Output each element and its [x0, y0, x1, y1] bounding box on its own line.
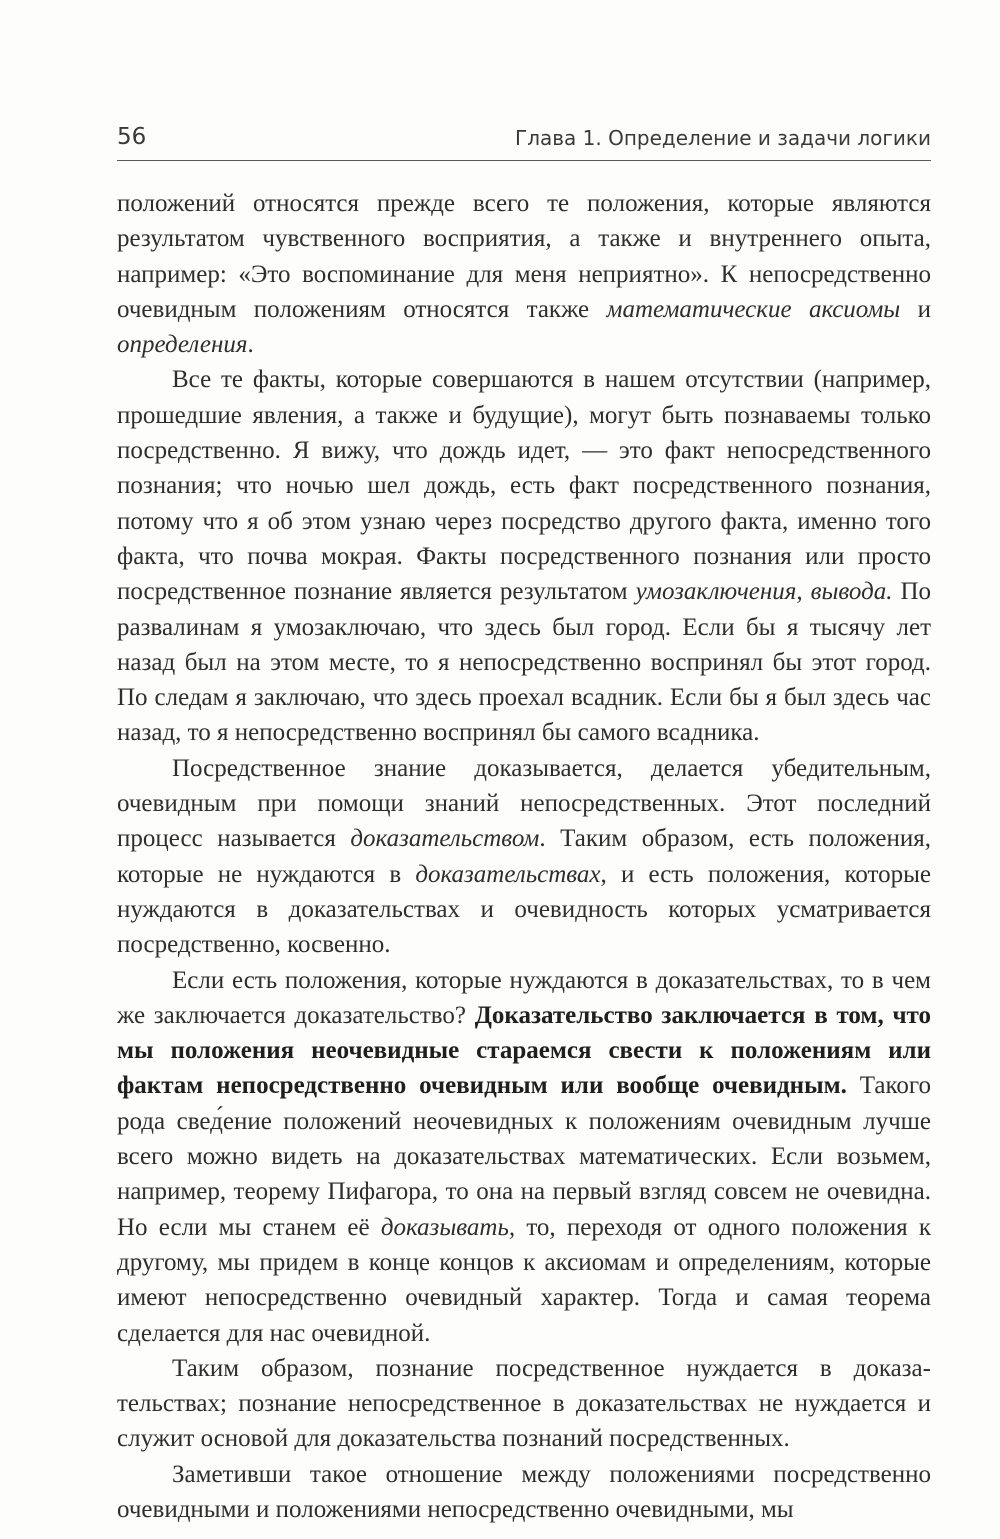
- paragraph-4-bold: Доказательство заключается в том, что мы положения неочевидные стараемся свести к положениям или фактам непосредственно очевидным или вообще очевидным.: [117, 1001, 931, 1100]
- header-rule: [117, 160, 931, 161]
- paragraph-1-italic-2: определения: [117, 331, 248, 359]
- paragraph-1-italic-1: математические аксиомы: [606, 295, 901, 323]
- paragraph-2-text-2: По развалинам я умозаключаю, что здесь был город. Если бы я тысячу лет назад был на этом месте, то я непосредственно воспринял бы этот город. По следам я заключаю, что здесь проехал всадник. Если бы я был здесь час назад, то я непосредственно воспринял бы самого всадника.: [117, 578, 931, 747]
- paragraph-5-text: Таким образом, познание посредственное нуждается в доказательствах; познание непосредственное в доказательствах не нуждается и служит основой для доказательства познаний посредственных.: [117, 1354, 931, 1453]
- paragraph-2-italic-1: умозаключения, вывода.: [635, 578, 893, 606]
- paragraph-6-text: Заметивши такое отношение между положениями посредственно очевидными и положениями непосредственно очевидными, мы: [117, 1460, 931, 1523]
- paragraph-5: [117, 1351, 931, 1457]
- paragraph-2-text: Все те факты, которые совершаются в нашем отсутствии (например, прошедшие явления, а также и будущие), могут быть познаваемы только посредственно. Я вижу, что дождь идет, — это факт непосредственного познания; что ночью шел дождь, есть факт посредственного познания, потому что я об этом узнаю через посредство другого факта, именно того факта, что почва мокрая. Факты посредственного познания или просто посредственное познание является результатом: [117, 366, 931, 606]
- page-header: [117, 120, 931, 160]
- paragraph-3-italic-2: доказательствах: [415, 860, 601, 888]
- paragraph-3-text-3: , и есть положения, которые нуждаются в доказательствах и очевидность которых усматривается посредственно, косвенно.: [117, 860, 931, 959]
- running-head: Глава 1. Определение и задачи логики: [515, 126, 931, 150]
- paragraph-3-text-2: . Таким образом, есть положения, которые не нуждаются в: [117, 825, 932, 888]
- paragraph-4-text-3: то, переходя от одного положения к другому, мы придем в конце концов к аксиомам и определениям, которые имеют непосредственно очевидный характер. Тогда и самая теорема сделается для нас очевидной.: [117, 1213, 931, 1347]
- paragraph-4-text-2: Такого рода свед́ение положений неочевидных к положениям очевидным лучше всего можно видеть на доказательствах математических. Если возьмем, например, теорему Пифагора, то она на первый взгляд совсем не очевидна. Но если мы станем её: [117, 1072, 931, 1241]
- paragraph-1-text: положений относятся прежде всего те положения, которые являются результатом чувственного восприятия, а также и внутреннего опыта, например: «Это воспоминание для меня неприятно». К непосредственно очевидным положениям относятся также: [117, 190, 931, 323]
- paragraph-4-text: Если есть положения, которые нуждаются в доказательствах, то в чем же заключается доказательство?: [117, 966, 931, 1029]
- paragraph-4: [117, 963, 931, 1351]
- paragraph-2: [117, 362, 931, 750]
- page-number: 56: [117, 124, 147, 150]
- paragraph-1-text-3: .: [247, 331, 254, 359]
- paragraph-4-italic-1: доказывать,: [380, 1213, 516, 1241]
- paragraph-1: [117, 186, 931, 362]
- paragraph-3: [117, 751, 931, 963]
- paragraph-1-text-2: и: [900, 295, 931, 323]
- paragraph-3-italic-1: доказательством: [350, 825, 540, 853]
- body-text: [117, 186, 931, 1527]
- paragraph-6: [117, 1457, 931, 1528]
- paragraph-3-text: Посредственное знание доказывается, делается убедительным, очевидным при помощи знаний непосредственных. Этот последний процесс называется: [117, 754, 931, 853]
